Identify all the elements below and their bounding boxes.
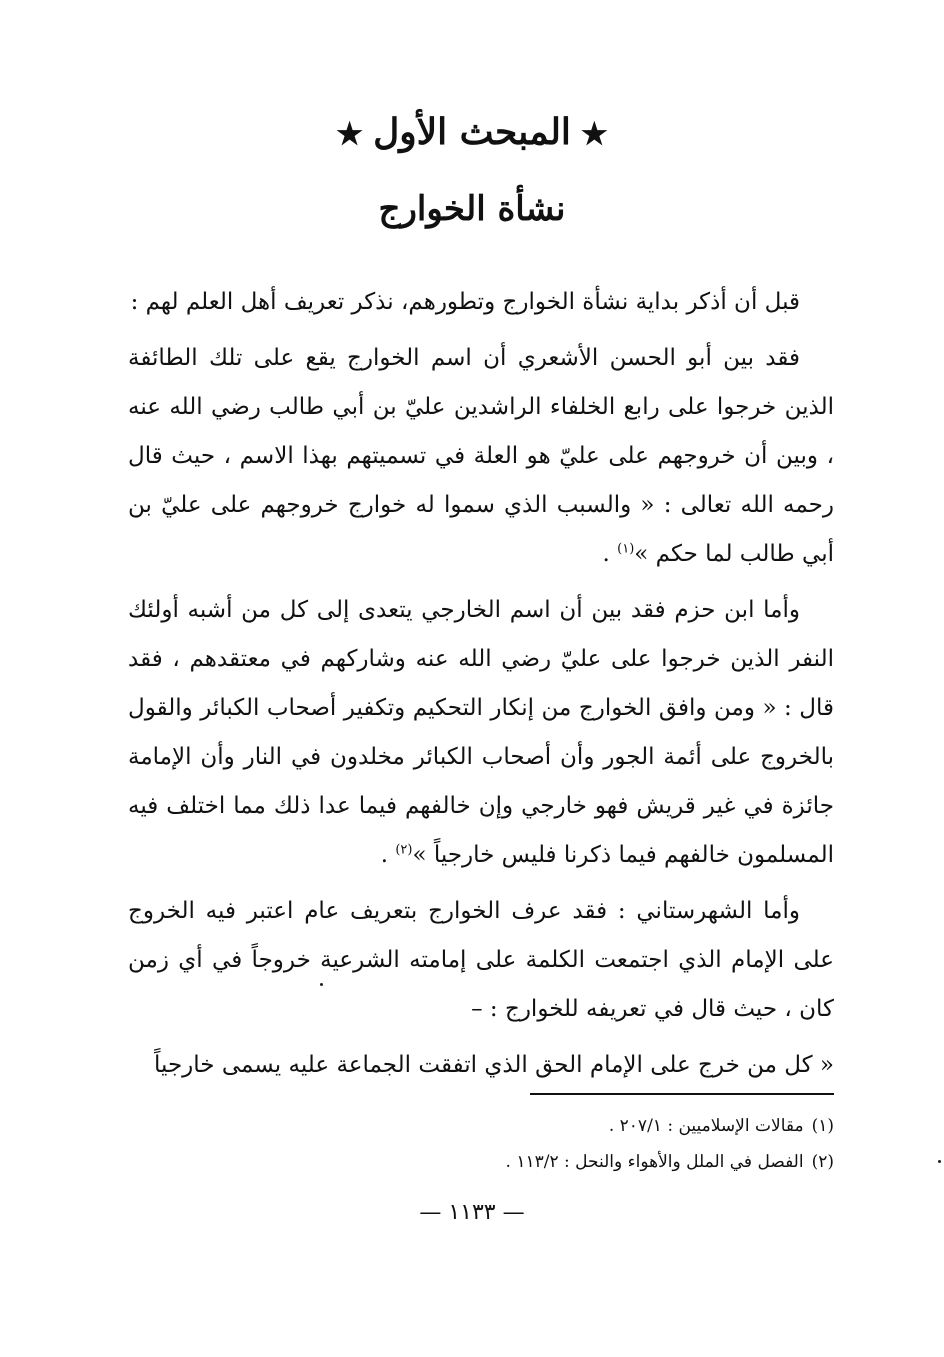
footnote-text: مقالات الإسلاميين : ٢٠٧/١ .	[608, 1116, 804, 1136]
footnote-text: الفصل في الملل والأهواء والنحل : ١١٣/٢ .	[505, 1152, 804, 1172]
chapter-title	[0, 108, 944, 159]
paragraph-ibn-hazm	[128, 586, 834, 880]
footnote-2	[234, 1144, 834, 1180]
footnote-reference: (٢)	[395, 842, 413, 858]
paragraph-ashari	[128, 334, 834, 579]
paragraph-text: قبل أن أذكر بداية نشأة الخوارج وتطورهم، نذكر تعريف أهل العلم لهم :	[130, 289, 800, 315]
paragraph-end: .	[380, 842, 396, 868]
section-title: نشأة الخوارج	[378, 189, 566, 229]
star-icon-right: ★	[580, 117, 608, 152]
page-number: — ١١٣٣ —	[419, 1200, 525, 1225]
chapter-title-text: المبحث الأول	[373, 111, 571, 153]
paragraph-end: .	[602, 541, 618, 567]
footnote-number: (١)	[811, 1116, 834, 1136]
body-text	[128, 278, 834, 1097]
paragraph-text: وأما الشهرستاني : فقد عرف الخوارج بتعريف عام اعتبر فيه الخروج على الإمام الذي اجتمعت الكلمة على إمامته الشرعية خروجاً في أي زمن كان ، حيث قال في تعريفه للخوارج : –	[128, 898, 834, 1022]
scan-speck	[320, 983, 323, 986]
paragraph-intro	[128, 278, 834, 327]
paragraph-shahrastani	[128, 887, 834, 1034]
paragraph-quote	[128, 1041, 834, 1090]
paragraph-text: فقد بين أبو الحسن الأشعري أن اسم الخوارج يقع على تلك الطائفة الذين خرجوا على رابع الخلفاء الراشدين عليّ بن أبي طالب رضي الله عنه ، وبين أن خروجهم على عليّ هو العلة في تسميتهم بهذا الاسم ، حيث قال رحمه الله تعالى : « والسبب الذي سموا له خوارج خروجهم على عليّ بن أبي طالب لما حكم »	[128, 345, 834, 567]
footnote-number: (٢)	[811, 1152, 834, 1172]
footnote-divider	[530, 1093, 834, 1095]
paragraph-text: « كل من خرج على الإمام الحق الذي اتفقت الجماعة عليه يسمى خارجياً	[154, 1052, 834, 1078]
footnote-reference: (١)	[617, 541, 635, 557]
footnote-1	[234, 1108, 834, 1144]
footnotes	[234, 1108, 834, 1180]
paragraph-text: وأما ابن حزم فقد بين أن اسم الخارجي يتعدى إلى كل من أشبه أولئك النفر الذين خرجوا على عليّ رضي الله عنه وشاركهم في معتقدهم ، فقد قال : « ومن وافق الخوارج من إنكار التحكيم وتكفير أصحاب الكبائر والقول بالخروج على أئمة الجور وأن أصحاب الكبائر مخلدون في النار وأن الإمامة جائزة في غير قريش فهو خارجي وإن خالفهم فيما عدا ذلك مما اختلف فيه المسلمون خالفهم فيما ذكرنا فليس خارجياً »	[128, 597, 834, 868]
star-icon-left: ★	[336, 117, 364, 152]
scan-speck	[938, 1160, 941, 1163]
